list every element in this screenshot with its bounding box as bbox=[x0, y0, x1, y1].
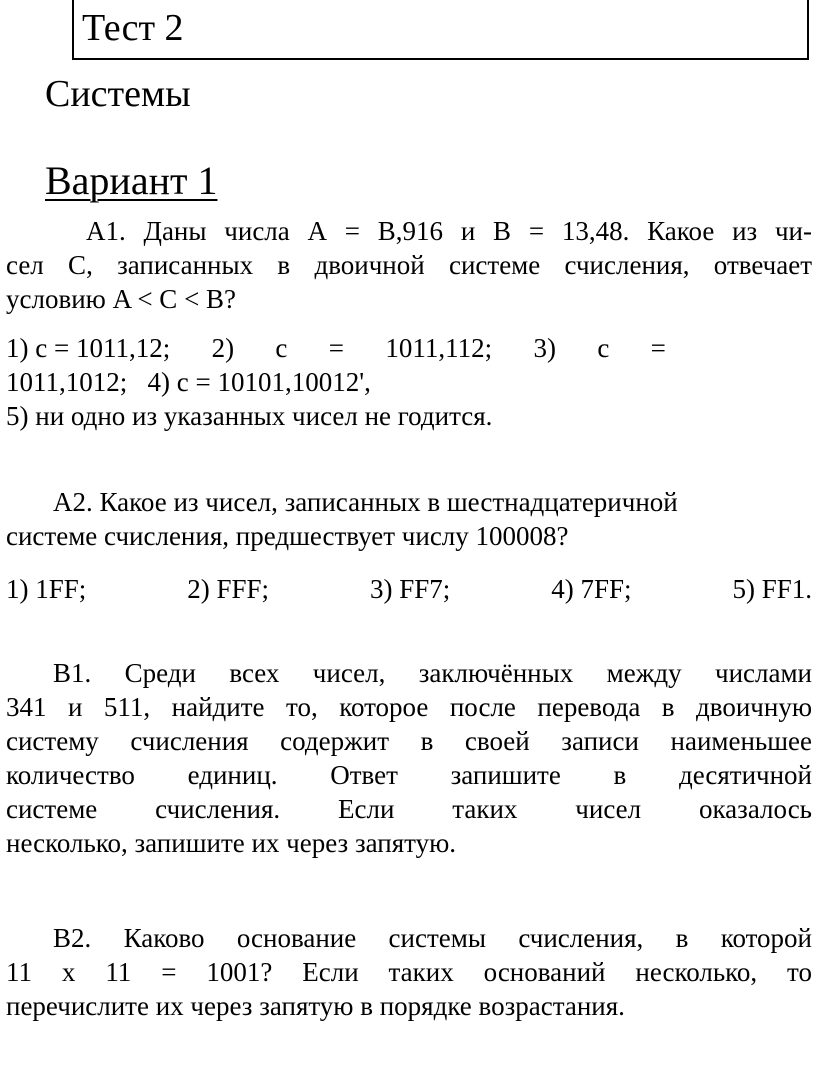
task-a1-option-3-num: 3) bbox=[533, 333, 556, 363]
task-b2-line-2: 11 x 11 = 1001? Если таких оснований несколько, то bbox=[6, 957, 812, 987]
task-a2-line-2: системе счисления, предшествует числу 100008? bbox=[6, 521, 569, 551]
task-b1-line-3: систему счисления содержит в своей записи наименьшее bbox=[6, 726, 812, 756]
task-b1-line-4: количество единиц. Ответ запишите в десятичной bbox=[6, 760, 812, 790]
task-b1-line-6: несколько, запишите их через запятую. bbox=[6, 828, 456, 858]
task-a2-line-1: A2. Какое из чисел, записанных в шестнадцатеричной bbox=[53, 487, 678, 517]
task-a2-option-1: 1) 1FF; bbox=[6, 574, 87, 604]
task-a1-line-3: условию A < C < B? bbox=[6, 284, 237, 314]
task-a1-option-3-eq: = bbox=[650, 333, 666, 363]
task-b1 bbox=[6, 656, 812, 860]
task-a1-option-2-eq: = bbox=[328, 333, 344, 363]
task-a1-option-3-var: c bbox=[597, 333, 610, 363]
task-a2 bbox=[6, 485, 812, 553]
task-b1-line-1: B1. Среди всех чисел, заключённых между числами bbox=[53, 658, 812, 688]
task-b2-line-3: перечислите их через запятую в порядке возрастания. bbox=[6, 991, 625, 1021]
task-a1-option-1: 1) c = 1011,12; bbox=[6, 333, 171, 363]
subject-heading: Системы bbox=[45, 73, 191, 115]
task-a2-option-2: 2) FFF; bbox=[187, 574, 270, 604]
test-title-box bbox=[72, 0, 809, 60]
task-a2-option-3: 3) FF7; bbox=[369, 574, 451, 604]
task-a1-options-row-1 bbox=[6, 331, 666, 365]
task-a1-line-2: сел С, записанных в двоичной системе счисления, отвечает bbox=[6, 250, 812, 280]
task-a1-line-1: А1. Даны числа А = В,916 и В = 13,48. Какое из чи- bbox=[86, 216, 812, 246]
task-a2-option-5: 5) FF1. bbox=[732, 574, 812, 604]
task-a2-options bbox=[6, 572, 812, 606]
variant-heading: Вариант 1 bbox=[45, 158, 218, 203]
task-b1-line-5: системе счисления. Если таких чисел оказалось bbox=[6, 794, 812, 824]
task-a1-option-2-var: c bbox=[275, 333, 288, 363]
task-a1-option-2-num: 2) bbox=[211, 333, 235, 363]
task-a1 bbox=[6, 214, 812, 316]
task-b1-line-2: 341 и 511, найдите то, которое после перевода в двоичную bbox=[6, 692, 812, 722]
task-a1-options-row-3: 5) ни одно из указанных чисел не годится. bbox=[6, 401, 493, 431]
task-b2 bbox=[6, 921, 812, 1023]
task-b2-line-1: B2. Каково основание системы счисления, в которой bbox=[53, 923, 812, 953]
test-title: Тест 2 bbox=[82, 7, 184, 49]
task-a2-option-4: 4) 7FF; bbox=[551, 574, 632, 604]
task-a1-options-row-2: 1011,1012; 4) c = 10101,10012', bbox=[6, 367, 371, 397]
task-a1-option-2-value: 1011,112; bbox=[385, 333, 493, 363]
task-a1-options bbox=[6, 331, 812, 433]
